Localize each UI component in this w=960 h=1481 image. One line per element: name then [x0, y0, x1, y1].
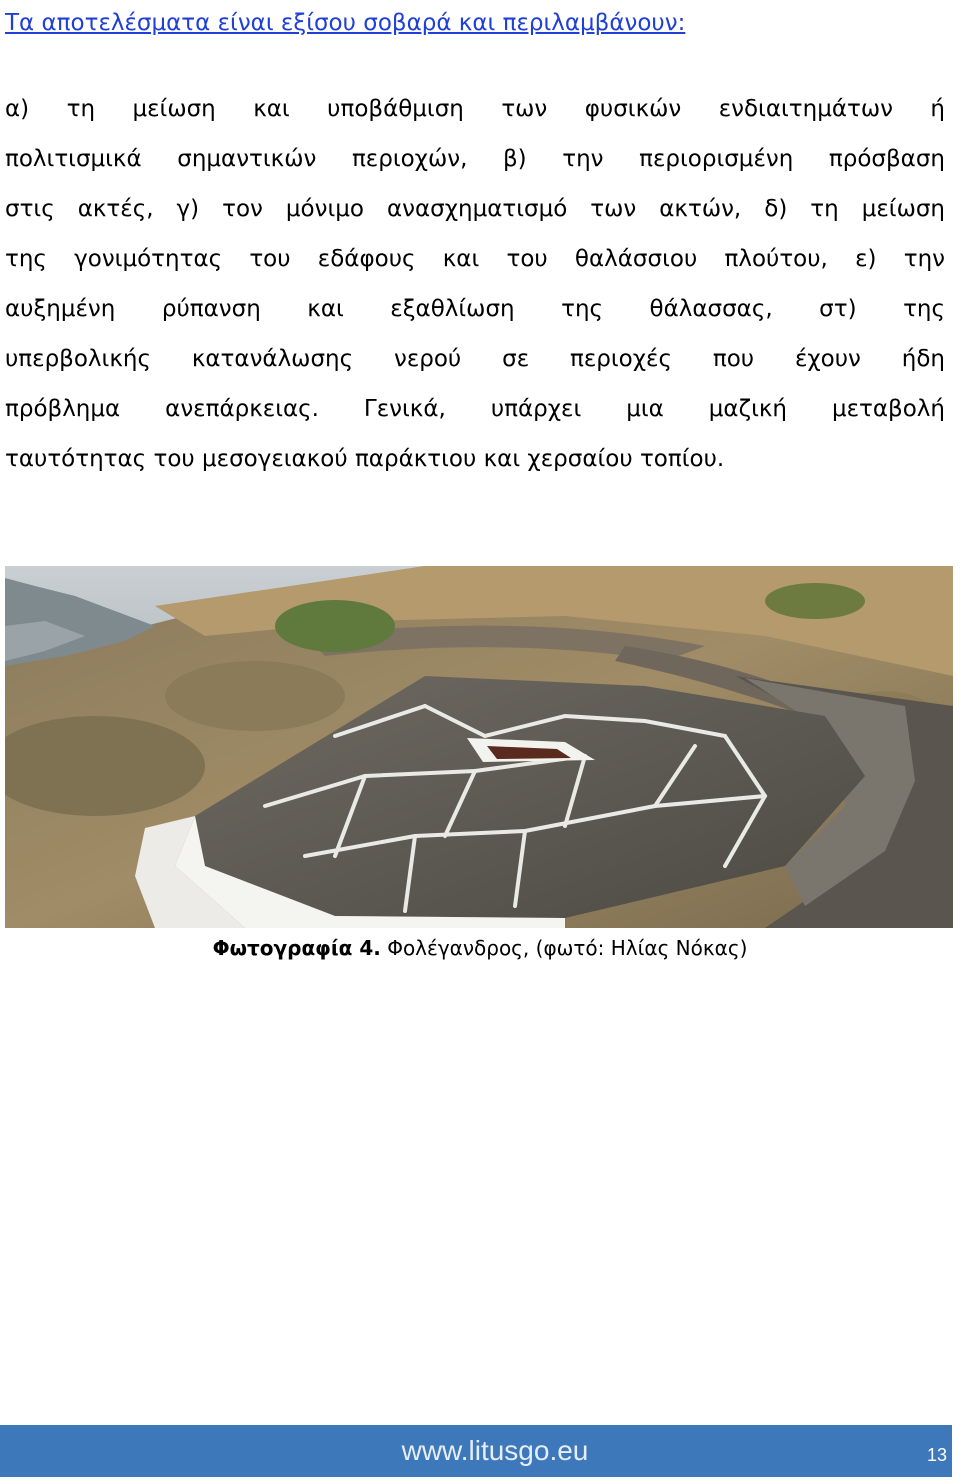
body-paragraph [5, 84, 945, 484]
photo-caption [0, 934, 960, 962]
folegandros-photo [5, 566, 953, 928]
paragraph-line: αυξημένη ρύπανση και εξαθλίωση της θάλασσας, στ) της [5, 296, 945, 322]
paragraph-line: α) τη μείωση και υποβάθμιση των φυσικών ενδιαιτημάτων ή [5, 96, 945, 122]
paragraph-line: πολιτισμικά σημαντικών περιοχών, β) την περιορισμένη πρόσβαση [5, 146, 945, 172]
caption-text: Φολέγανδρος, (φωτό: Ηλίας Νόκας) [380, 936, 748, 960]
paragraph-line: της γονιμότητας του εδάφους και του θαλάσσιου πλούτου, ε) την [5, 246, 945, 272]
caption-label: Φωτογραφία 4. [212, 936, 381, 960]
paragraph-line: πρόβλημα ανεπάρκειας. Γενικά, υπάρχει μια μαζική μεταβολή [5, 396, 945, 422]
footer-website-link[interactable]: www.litusgo.eu [401, 1435, 589, 1466]
section-heading: Τα αποτελέσματα είναι εξίσου σοβαρά και περιλαμβάνουν: [5, 10, 686, 36]
page-number: 13 [926, 1445, 947, 1465]
paragraph-line: υπερβολικής κατανάλωσης νερού σε περιοχές που έχουν ήδη [5, 346, 945, 372]
paragraph-line: στις ακτές, γ) τον μόνιμο ανασχηματισμό των ακτών, δ) τη μείωση [5, 196, 945, 222]
paragraph-line: ταυτότητας του μεσογειακού παράκτιου και χερσαίου τοπίου. [5, 446, 725, 472]
page-footer [0, 1425, 952, 1477]
